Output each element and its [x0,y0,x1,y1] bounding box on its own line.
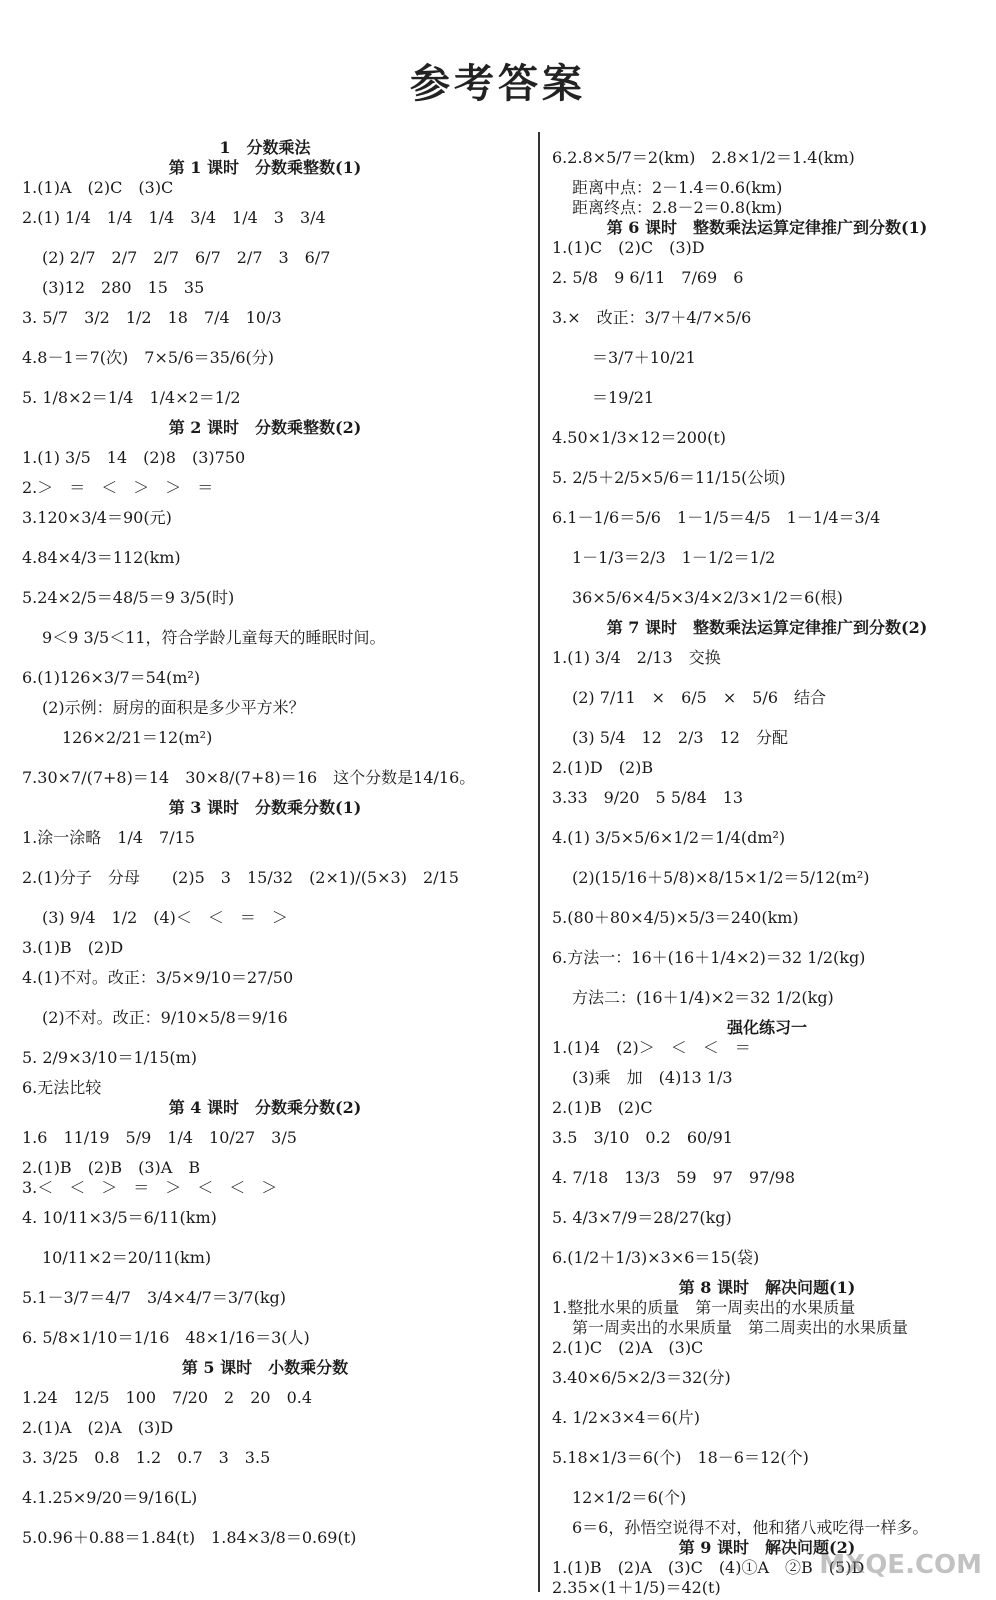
answer-line: 5.24×2/5＝48/5＝9 3/5(时) [22,588,235,607]
answer-line: 2. 5/8 9 6/11 7/69 6 [552,268,744,287]
right-answer-column [552,138,982,1598]
section-heading: 第 2 课时 分数乘整数(2) [168,418,362,437]
answer-line: 7.30×7/(7+8)＝14 30×8/(7+8)＝16 这个分数是14/16。 [22,768,476,787]
section-heading: 第 1 课时 分数乘整数(1) [168,158,362,177]
answer-line: 2.(1)分子 分母 (2)5 3 15/32 (2×1)/(5×3) 2/15 [22,868,459,887]
answer-line: ＝19/21 [592,388,655,407]
answer-line: (2)不对。改正：9/10×5/8＝9/16 [42,1008,288,1027]
answer-line: 4. 1/2×3×4＝6(片) [552,1408,700,1427]
answer-line: (3) 9/4 1/2 (4)＜ ＜ ＝ ＞ [42,908,288,927]
answer-line: 4.84×4/3＝112(km) [22,548,181,567]
answer-line: 1.(1)A (2)C (3)C [22,178,174,197]
answer-line: (3) 5/4 12 2/3 12 分配 [572,728,788,747]
answer-line: 36×5/6×4/5×3/4×2/3×1/2＝6(根) [572,588,843,607]
answer-line: 4.(1) 3/5×5/6×1/2＝1/4(dm²) [552,828,786,847]
answer-line: 9＜9 3/5＜11，符合学龄儿童每天的睡眠时间。 [42,628,386,647]
answer-line: 3.5 3/10 0.2 60/91 [552,1128,733,1147]
answer-line: 2.＞ ＝ ＜ ＞ ＞ ＝ [22,478,214,497]
answer-line: 1.(1) 3/4 2/13 交换 [552,648,721,667]
watermark: MXQE.COM [819,1550,982,1580]
answer-line: 3.120×3/4＝90(元) [22,508,172,527]
answer-line: 6＝6，孙悟空说得不对，他和猪八戒吃得一样多。 [572,1518,929,1537]
answer-line: (2)(15/16＋5/8)×8/15×1/2＝5/12(m²) [572,868,870,887]
answer-line: 4.(1)不对。改正：3/5×9/10＝27/50 [22,968,294,987]
answer-line: 3.× 改正：3/7＋4/7×5/6 [552,308,752,327]
answer-line: 4.8－1＝7(次) 7×5/6＝35/6(分) [22,348,275,367]
answer-line: 距离终点：2.8－2＝0.8(km) [572,198,783,217]
answer-line: 1.涂一涂略 1/4 7/15 [22,828,195,847]
answer-line: (2) 2/7 2/7 2/7 6/7 2/7 3 6/7 [42,248,331,267]
answer-line: 2.35×(1＋1/5)＝42(t) [552,1578,721,1597]
section-heading: 第 9 课时 解决问题(2) [678,1538,856,1557]
section-heading: 第 7 课时 整数乘法运算定律推广到分数(2) [606,618,928,637]
answer-line: 6.(1/2＋1/3)×3×6＝15(袋) [552,1248,760,1267]
section-heading: 第 3 课时 分数乘分数(1) [168,798,362,817]
answer-line: 5.18×1/3＝6(个) 18－6＝12(个) [552,1448,809,1467]
section-heading: 第 8 课时 解决问题(1) [678,1278,856,1297]
answer-line: 2.(1)C (2)A (3)C [552,1338,704,1357]
answer-line: 3. 5/7 3/2 1/2 18 7/4 10/3 [22,308,282,327]
left-answer-column [22,138,508,1558]
answer-line: 5.0.96＋0.88＝1.84(t) 1.84×3/8＝0.69(t) [22,1528,357,1547]
answer-line: 1.(1)C (2)C (3)D [552,238,705,257]
answer-line: 12×1/2＝6(个) [572,1488,687,1507]
answer-line: (3)12 280 15 35 [42,278,205,297]
answer-line: 5.1－3/7＝4/7 3/4×4/7＝3/7(kg) [22,1288,287,1307]
section-heading: 第 6 课时 整数乘法运算定律推广到分数(1) [606,218,928,237]
answer-line: 2.(1)A (2)A (3)D [22,1418,174,1437]
answer-line: 1.(1)4 (2)＞ ＜ ＜ ＝ [552,1038,751,1057]
answer-line: 6.2.8×5/7＝2(km) 2.8×1/2＝1.4(km) [552,148,855,167]
answer-line: 3.33 9/20 5 5/84 13 [552,788,744,807]
answer-line: 1.6 11/19 5/9 1/4 10/27 3/5 [22,1128,297,1147]
answer-line: 1.24 12/5 100 7/20 2 20 0.4 [22,1388,313,1407]
answer-line: 1.整批水果的质量 第一周卖出的水果质量 [552,1298,856,1317]
answer-line: 1.(1)B (2)A (3)C (4)①A ②B (5)D [552,1558,865,1577]
answer-line: 4.50×1/3×12＝200(t) [552,428,727,447]
answer-line: 第一周卖出的水果质量 第二周卖出的水果质量 [572,1318,909,1337]
answer-line: 3.40×6/5×2/3＝32(分) [552,1368,731,1387]
answer-line: 2.(1)D (2)B [552,758,654,777]
answer-line: 126×2/21＝12(m²) [62,728,213,747]
answer-line: 5.(80＋80×4/5)×5/3＝240(km) [552,908,799,927]
answer-line: 5. 2/9×3/10＝1/15(m) [22,1048,198,1067]
answer-line: 4.1.25×9/20＝9/16(L) [22,1488,198,1507]
answer-line: 距离中点：2－1.4＝0.6(km) [572,178,783,197]
answer-line: 5. 4/3×7/9＝28/27(kg) [552,1208,732,1227]
answer-line: ＝3/7＋10/21 [592,348,696,367]
answer-line: 6.1－1/6＝5/6 1－1/5＝4/5 1－1/4＝3/4 [552,508,881,527]
answer-line: 5. 2/5＋2/5×5/6＝11/15(公顷) [552,468,786,487]
answer-line: 5. 1/8×2＝1/4 1/4×2＝1/2 [22,388,241,407]
answer-line: 6.方法一：16＋(16＋1/4×2)＝32 1/2(kg) [552,948,866,967]
page-title: 参考答案 [410,61,586,107]
answer-line: (2) 7/11 × 6/5 × 5/6 结合 [572,688,826,707]
section-heading: 第 5 课时 小数乘分数 [181,1358,349,1377]
answer-line: 6.无法比较 [22,1078,102,1097]
section-heading: 强化练习一 [726,1018,807,1037]
answer-line: (3)乘 加 (4)13 1/3 [572,1068,733,1087]
answer-line: 2.(1) 1/4 1/4 1/4 3/4 1/4 3 3/4 [22,208,326,227]
section-heading: 1 分数乘法 [219,138,311,157]
answer-line: 1.(1) 3/5 14 (2)8 (3)750 [22,448,246,467]
answer-line: 6. 5/8×1/10＝1/16 48×1/16＝3(人) [22,1328,310,1347]
column-divider [538,132,540,1592]
answer-line: 6.(1)126×3/7＝54(m²) [22,668,201,687]
answer-line: 3.＜ ＜ ＞ ＝ ＞ ＜ ＜ ＞ [22,1178,278,1197]
answer-line: 4. 10/11×3/5＝6/11(km) [22,1208,217,1227]
answer-line: 2.(1)B (2)C [552,1098,653,1117]
answer-line: 4. 7/18 13/3 59 97 97/98 [552,1168,796,1187]
answer-line: (2)示例：厨房的面积是多少平方米？ [42,698,305,717]
answer-line: 2.(1)B (2)B (3)A B [22,1158,201,1177]
answer-line: 1－1/3＝2/3 1－1/2＝1/2 [572,548,776,567]
answer-line: 10/11×2＝20/11(km) [42,1248,212,1267]
answer-line: 3. 3/25 0.8 1.2 0.7 3 3.5 [22,1448,271,1467]
section-heading: 第 4 课时 分数乘分数(2) [168,1098,362,1117]
answer-line: 3.(1)B (2)D [22,938,124,957]
answer-line: 方法二：(16＋1/4)×2＝32 1/2(kg) [572,988,834,1007]
